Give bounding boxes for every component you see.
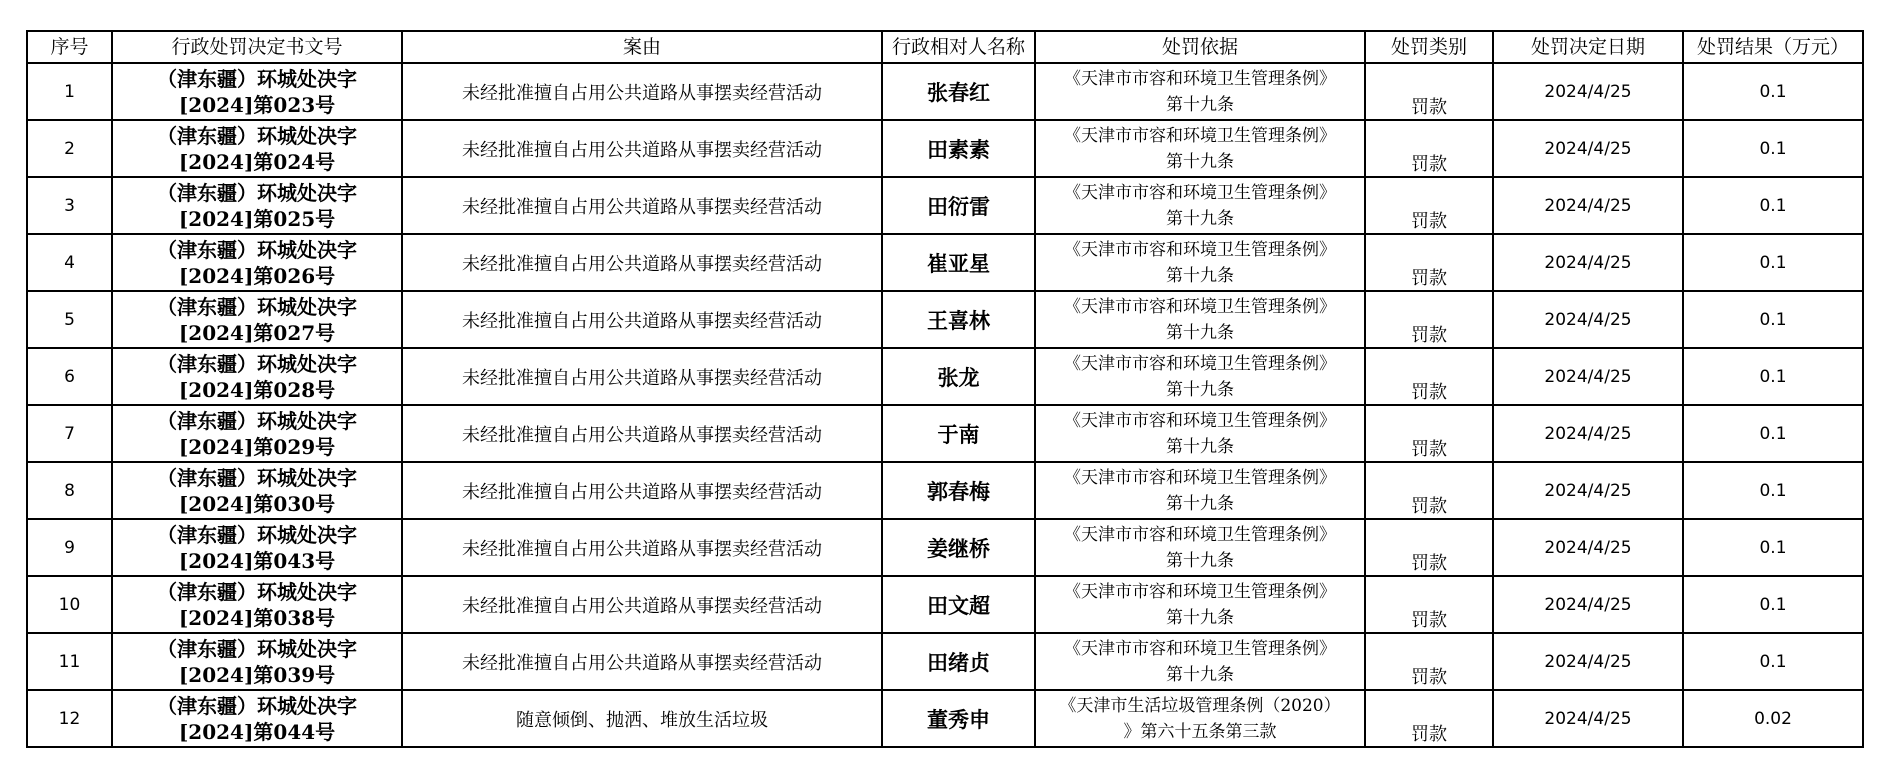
cell-category bbox=[1365, 120, 1493, 177]
header-doc-no: 行政处罚决定书文号 bbox=[112, 31, 402, 63]
doc-no-line1: （津东疆）环城处决字 bbox=[157, 180, 357, 205]
cell-party bbox=[882, 177, 1035, 234]
doc-no-line1: （津东疆）环城处决字 bbox=[157, 351, 357, 376]
cell-date bbox=[1493, 519, 1683, 576]
cell-case bbox=[402, 519, 882, 576]
cell-text-party: 王喜林 bbox=[927, 307, 990, 333]
cell-text-seq: 7 bbox=[64, 423, 75, 444]
cell-doc-no bbox=[112, 405, 402, 462]
cell-result bbox=[1683, 291, 1863, 348]
cell-case bbox=[402, 63, 882, 120]
basis-line2: 第十九条 bbox=[1166, 94, 1234, 115]
basis-line2: 第十九条 bbox=[1166, 550, 1234, 571]
cell-result bbox=[1683, 519, 1863, 576]
cell-case bbox=[402, 405, 882, 462]
basis-line1: 《天津市市容和环境卫生管理条例》 bbox=[1064, 410, 1336, 431]
basis-line2: 第十九条 bbox=[1166, 208, 1234, 229]
cell-text-party: 田衍雷 bbox=[927, 193, 990, 219]
cell-text-result: 0.1 bbox=[1759, 594, 1787, 615]
cell-text-case: 未经批准擅自占用公共道路从事摆卖经营活动 bbox=[462, 310, 822, 332]
cell-basis bbox=[1035, 405, 1365, 462]
basis-line1: 《天津市市容和环境卫生管理条例》 bbox=[1064, 182, 1336, 203]
cell-party bbox=[882, 633, 1035, 690]
cell-text-date: 2024/4/25 bbox=[1544, 708, 1632, 729]
cell-text-category: 罚款 bbox=[1411, 667, 1447, 688]
header-party: 行政相对人名称 bbox=[882, 31, 1035, 63]
table-row bbox=[27, 120, 1863, 177]
cell-party bbox=[882, 576, 1035, 633]
cell-case bbox=[402, 291, 882, 348]
basis-line2: 第十九条 bbox=[1166, 607, 1234, 628]
cell-doc-no bbox=[112, 519, 402, 576]
cell-date bbox=[1493, 63, 1683, 120]
basis-line1: 《天津市市容和环境卫生管理条例》 bbox=[1064, 581, 1336, 602]
cell-text-seq: 11 bbox=[58, 651, 81, 672]
cell-text-seq: 3 bbox=[64, 195, 75, 216]
penalty-table bbox=[26, 30, 1864, 748]
doc-no-line2: [2024]第029号 bbox=[178, 434, 336, 459]
table-row bbox=[27, 519, 1863, 576]
cell-text-seq: 1 bbox=[64, 81, 75, 102]
cell-text-result: 0.1 bbox=[1759, 537, 1787, 558]
cell-basis bbox=[1035, 633, 1365, 690]
cell-seq bbox=[27, 348, 112, 405]
cell-date bbox=[1493, 405, 1683, 462]
cell-doc-no bbox=[112, 576, 402, 633]
cell-seq bbox=[27, 177, 112, 234]
cell-text-category: 罚款 bbox=[1411, 268, 1447, 289]
cell-basis bbox=[1035, 177, 1365, 234]
cell-text-case: 未经批准擅自占用公共道路从事摆卖经营活动 bbox=[462, 139, 822, 161]
cell-text-seq: 4 bbox=[64, 252, 75, 273]
cell-category bbox=[1365, 234, 1493, 291]
cell-text-party: 张春红 bbox=[927, 79, 990, 105]
doc-no-line2: [2024]第027号 bbox=[178, 320, 336, 345]
cell-result bbox=[1683, 177, 1863, 234]
cell-party bbox=[882, 234, 1035, 291]
cell-result bbox=[1683, 405, 1863, 462]
cell-party bbox=[882, 120, 1035, 177]
cell-text-result: 0.1 bbox=[1759, 138, 1787, 159]
cell-seq bbox=[27, 405, 112, 462]
doc-no-line2: [2024]第025号 bbox=[178, 206, 336, 231]
cell-seq bbox=[27, 120, 112, 177]
cell-text-category: 罚款 bbox=[1411, 154, 1447, 175]
cell-doc-no bbox=[112, 291, 402, 348]
cell-doc-no bbox=[112, 120, 402, 177]
cell-text-seq: 6 bbox=[64, 366, 75, 387]
cell-party bbox=[882, 519, 1035, 576]
cell-text-party: 田文超 bbox=[927, 592, 990, 618]
cell-basis bbox=[1035, 690, 1365, 747]
doc-no-line1: （津东疆）环城处决字 bbox=[157, 123, 357, 148]
cell-party bbox=[882, 405, 1035, 462]
cell-text-result: 0.1 bbox=[1759, 480, 1787, 501]
cell-date bbox=[1493, 462, 1683, 519]
table-row bbox=[27, 690, 1863, 747]
cell-text-case: 未经批准擅自占用公共道路从事摆卖经营活动 bbox=[462, 367, 822, 389]
basis-line2: 第十九条 bbox=[1166, 436, 1234, 457]
basis-line1: 《天津市市容和环境卫生管理条例》 bbox=[1064, 68, 1336, 89]
doc-no-line2: [2024]第043号 bbox=[178, 548, 336, 573]
cell-party bbox=[882, 291, 1035, 348]
header-seq: 序号 bbox=[27, 31, 112, 63]
cell-text-case: 随意倾倒、抛洒、堆放生活垃圾 bbox=[516, 709, 768, 731]
cell-text-category: 罚款 bbox=[1411, 724, 1447, 745]
cell-text-seq: 5 bbox=[64, 309, 75, 330]
doc-no-line2: [2024]第038号 bbox=[178, 605, 336, 630]
cell-text-result: 0.1 bbox=[1759, 423, 1787, 444]
cell-party bbox=[882, 462, 1035, 519]
table-row bbox=[27, 348, 1863, 405]
cell-text-category: 罚款 bbox=[1411, 439, 1447, 460]
doc-no-line1: （津东疆）环城处决字 bbox=[157, 465, 357, 490]
doc-no-line2: [2024]第028号 bbox=[178, 377, 336, 402]
header-date: 处罚决定日期 bbox=[1493, 31, 1683, 63]
cell-text-case: 未经批准擅自占用公共道路从事摆卖经营活动 bbox=[462, 424, 822, 446]
cell-party bbox=[882, 690, 1035, 747]
cell-date bbox=[1493, 291, 1683, 348]
cell-seq bbox=[27, 576, 112, 633]
cell-text-case: 未经批准擅自占用公共道路从事摆卖经营活动 bbox=[462, 481, 822, 503]
header-category: 处罚类别 bbox=[1365, 31, 1493, 63]
cell-category bbox=[1365, 348, 1493, 405]
cell-text-case: 未经批准擅自占用公共道路从事摆卖经营活动 bbox=[462, 196, 822, 218]
cell-case bbox=[402, 120, 882, 177]
basis-line2: 第十九条 bbox=[1166, 493, 1234, 514]
cell-doc-no bbox=[112, 690, 402, 747]
cell-seq bbox=[27, 519, 112, 576]
cell-result bbox=[1683, 462, 1863, 519]
doc-no-line2: [2024]第024号 bbox=[178, 149, 336, 174]
cell-doc-no bbox=[112, 177, 402, 234]
cell-text-date: 2024/4/25 bbox=[1544, 423, 1632, 444]
cell-text-result: 0.1 bbox=[1759, 252, 1787, 273]
table-row bbox=[27, 234, 1863, 291]
cell-text-date: 2024/4/25 bbox=[1544, 366, 1632, 387]
basis-line2: 第十九条 bbox=[1166, 664, 1234, 685]
cell-text-seq: 10 bbox=[58, 594, 81, 615]
cell-seq bbox=[27, 63, 112, 120]
cell-text-category: 罚款 bbox=[1411, 382, 1447, 403]
cell-text-party: 于南 bbox=[937, 421, 980, 447]
cell-case bbox=[402, 576, 882, 633]
basis-line1: 《天津市市容和环境卫生管理条例》 bbox=[1064, 638, 1336, 659]
cell-text-party: 郭春梅 bbox=[927, 478, 990, 504]
cell-text-result: 0.1 bbox=[1759, 309, 1787, 330]
cell-doc-no bbox=[112, 234, 402, 291]
doc-no-line2: [2024]第044号 bbox=[178, 719, 336, 744]
cell-category bbox=[1365, 291, 1493, 348]
cell-text-date: 2024/4/25 bbox=[1544, 138, 1632, 159]
cell-seq bbox=[27, 633, 112, 690]
cell-text-case: 未经批准擅自占用公共道路从事摆卖经营活动 bbox=[462, 253, 822, 275]
basis-line2: 第十九条 bbox=[1166, 322, 1234, 343]
table-row bbox=[27, 63, 1863, 120]
cell-text-date: 2024/4/25 bbox=[1544, 252, 1632, 273]
basis-line1: 《天津市市容和环境卫生管理条例》 bbox=[1064, 524, 1336, 545]
cell-result bbox=[1683, 234, 1863, 291]
cell-result bbox=[1683, 576, 1863, 633]
cell-text-category: 罚款 bbox=[1411, 97, 1447, 118]
cell-text-category: 罚款 bbox=[1411, 553, 1447, 574]
doc-no-line1: （津东疆）环城处决字 bbox=[157, 579, 357, 604]
doc-no-line2: [2024]第030号 bbox=[178, 491, 336, 516]
cell-text-date: 2024/4/25 bbox=[1544, 195, 1632, 216]
cell-text-result: 0.02 bbox=[1754, 708, 1792, 729]
cell-basis bbox=[1035, 519, 1365, 576]
header-result: 处罚结果（万元） bbox=[1683, 31, 1863, 63]
basis-line1: 《天津市市容和环境卫生管理条例》 bbox=[1064, 353, 1336, 374]
basis-line2: 第十九条 bbox=[1166, 379, 1234, 400]
cell-basis bbox=[1035, 120, 1365, 177]
cell-text-party: 田绪贞 bbox=[927, 649, 990, 675]
cell-text-date: 2024/4/25 bbox=[1544, 594, 1632, 615]
doc-no-line1: （津东疆）环城处决字 bbox=[157, 522, 357, 547]
cell-text-party: 董秀申 bbox=[927, 706, 990, 732]
cell-seq bbox=[27, 690, 112, 747]
basis-line1: 《天津市生活垃圾管理条例（2020） bbox=[1059, 695, 1341, 716]
cell-text-case: 未经批准擅自占用公共道路从事摆卖经营活动 bbox=[462, 595, 822, 617]
cell-date bbox=[1493, 348, 1683, 405]
doc-no-line1: （津东疆）环城处决字 bbox=[157, 294, 357, 319]
cell-doc-no bbox=[112, 633, 402, 690]
cell-text-party: 姜继桥 bbox=[927, 535, 990, 561]
cell-text-date: 2024/4/25 bbox=[1544, 537, 1632, 558]
cell-result bbox=[1683, 63, 1863, 120]
cell-text-date: 2024/4/25 bbox=[1544, 81, 1632, 102]
table-body bbox=[27, 63, 1863, 747]
cell-category bbox=[1365, 462, 1493, 519]
header-case: 案由 bbox=[402, 31, 882, 63]
cell-result bbox=[1683, 690, 1863, 747]
cell-text-category: 罚款 bbox=[1411, 610, 1447, 631]
doc-no-line2: [2024]第023号 bbox=[178, 92, 336, 117]
basis-line2: 》第六十五条第三款 bbox=[1123, 721, 1277, 742]
cell-text-case: 未经批准擅自占用公共道路从事摆卖经营活动 bbox=[462, 82, 822, 104]
cell-date bbox=[1493, 177, 1683, 234]
cell-basis bbox=[1035, 348, 1365, 405]
cell-basis bbox=[1035, 291, 1365, 348]
cell-category bbox=[1365, 519, 1493, 576]
cell-text-seq: 9 bbox=[64, 537, 75, 558]
cell-case bbox=[402, 234, 882, 291]
doc-no-line2: [2024]第039号 bbox=[178, 662, 336, 687]
cell-text-date: 2024/4/25 bbox=[1544, 309, 1632, 330]
cell-category bbox=[1365, 576, 1493, 633]
table-row bbox=[27, 177, 1863, 234]
cell-text-result: 0.1 bbox=[1759, 366, 1787, 387]
cell-text-party: 田素素 bbox=[927, 136, 990, 162]
cell-text-date: 2024/4/25 bbox=[1544, 651, 1632, 672]
cell-seq bbox=[27, 234, 112, 291]
basis-line2: 第十九条 bbox=[1166, 151, 1234, 172]
cell-doc-no bbox=[112, 348, 402, 405]
doc-no-line1: （津东疆）环城处决字 bbox=[157, 636, 357, 661]
cell-text-category: 罚款 bbox=[1411, 325, 1447, 346]
basis-line1: 《天津市市容和环境卫生管理条例》 bbox=[1064, 467, 1336, 488]
table-row bbox=[27, 633, 1863, 690]
cell-text-date: 2024/4/25 bbox=[1544, 480, 1632, 501]
cell-text-party: 张龙 bbox=[937, 364, 980, 390]
cell-basis bbox=[1035, 576, 1365, 633]
cell-category bbox=[1365, 633, 1493, 690]
cell-text-seq: 12 bbox=[58, 708, 81, 729]
cell-result bbox=[1683, 120, 1863, 177]
cell-text-category: 罚款 bbox=[1411, 496, 1447, 517]
cell-seq bbox=[27, 462, 112, 519]
table-row bbox=[27, 462, 1863, 519]
cell-text-party: 崔亚星 bbox=[927, 250, 990, 276]
basis-line2: 第十九条 bbox=[1166, 265, 1234, 286]
table-row bbox=[27, 405, 1863, 462]
cell-text-category: 罚款 bbox=[1411, 211, 1447, 232]
cell-basis bbox=[1035, 462, 1365, 519]
cell-result bbox=[1683, 348, 1863, 405]
cell-date bbox=[1493, 690, 1683, 747]
cell-case bbox=[402, 690, 882, 747]
cell-text-case: 未经批准擅自占用公共道路从事摆卖经营活动 bbox=[462, 538, 822, 560]
cell-result bbox=[1683, 633, 1863, 690]
cell-case bbox=[402, 633, 882, 690]
cell-date bbox=[1493, 633, 1683, 690]
doc-no-line1: （津东疆）环城处决字 bbox=[157, 408, 357, 433]
cell-party bbox=[882, 63, 1035, 120]
cell-party bbox=[882, 348, 1035, 405]
doc-no-line1: （津东疆）环城处决字 bbox=[157, 693, 357, 718]
cell-basis bbox=[1035, 234, 1365, 291]
doc-no-line1: （津东疆）环城处决字 bbox=[157, 66, 357, 91]
cell-basis bbox=[1035, 63, 1365, 120]
cell-text-seq: 8 bbox=[64, 480, 75, 501]
cell-category bbox=[1365, 63, 1493, 120]
cell-doc-no bbox=[112, 462, 402, 519]
basis-line1: 《天津市市容和环境卫生管理条例》 bbox=[1064, 125, 1336, 146]
cell-category bbox=[1365, 405, 1493, 462]
cell-text-seq: 2 bbox=[64, 138, 75, 159]
basis-line1: 《天津市市容和环境卫生管理条例》 bbox=[1064, 296, 1336, 317]
cell-text-case: 未经批准擅自占用公共道路从事摆卖经营活动 bbox=[462, 652, 822, 674]
cell-date bbox=[1493, 234, 1683, 291]
cell-doc-no bbox=[112, 63, 402, 120]
header-basis: 处罚依据 bbox=[1035, 31, 1365, 63]
cell-text-result: 0.1 bbox=[1759, 81, 1787, 102]
cell-category bbox=[1365, 690, 1493, 747]
cell-date bbox=[1493, 120, 1683, 177]
basis-line1: 《天津市市容和环境卫生管理条例》 bbox=[1064, 239, 1336, 260]
cell-date bbox=[1493, 576, 1683, 633]
cell-seq bbox=[27, 291, 112, 348]
cell-case bbox=[402, 462, 882, 519]
doc-no-line1: （津东疆）环城处决字 bbox=[157, 237, 357, 262]
doc-no-line2: [2024]第026号 bbox=[178, 263, 336, 288]
cell-text-result: 0.1 bbox=[1759, 651, 1787, 672]
cell-text-result: 0.1 bbox=[1759, 195, 1787, 216]
cell-case bbox=[402, 348, 882, 405]
header-row bbox=[27, 31, 1863, 63]
cell-category bbox=[1365, 177, 1493, 234]
table-row bbox=[27, 291, 1863, 348]
table-row bbox=[27, 576, 1863, 633]
cell-case bbox=[402, 177, 882, 234]
